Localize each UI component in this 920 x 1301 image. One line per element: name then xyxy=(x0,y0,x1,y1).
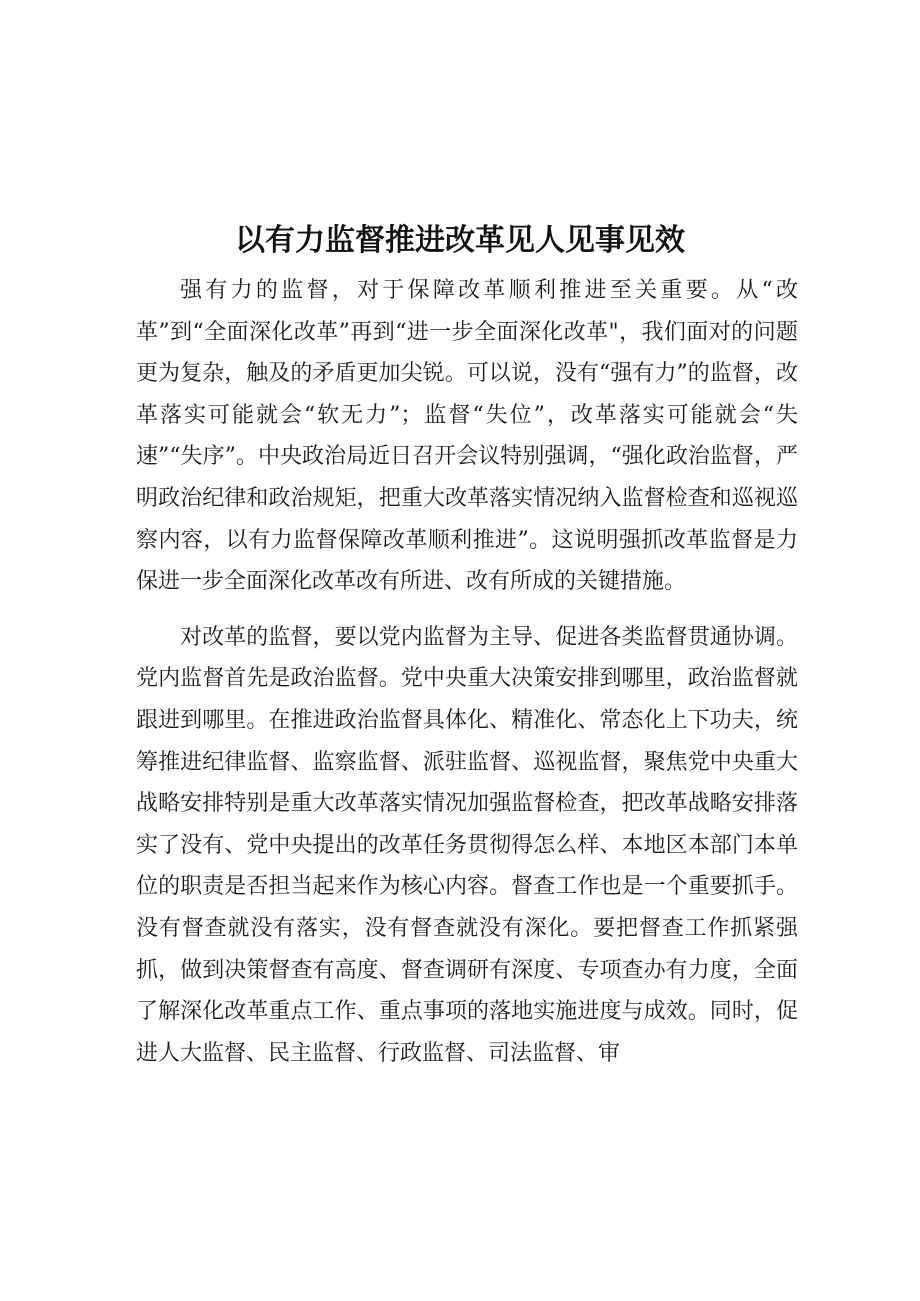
paragraph-2: 对改革的监督，要以党内监督为主导、促进各类监督贯通协调。党内监督首先是政治监督。党中央重大决策安排到哪里，政治监督就跟进到哪里。在推进政治监督具体化、精准化、常态化上下功夫，统筹推进纪律监督、监察监督、派驻监督、巡视监督，聚焦党中央重大战略安排特别是重大改革落实情况加强监督检查，把改革战略安排落实了没有、党中央提出的改革任务贯彻得怎么样、本地区本部门本单位的职责是否担当起来作为核心内容。督查工作也是一个重要抓手。没有督查就没有落实，没有督查就没有深化。要把督查工作抓紧强抓，做到决策督查有高度、督查调研有深度、专项查办有力度，全面了解深化改革重点工作、重点事项的落地实施进度与成效。同时，促进人大监督、民主监督、行政监督、司法监督、审 xyxy=(136,624,798,1066)
document-body xyxy=(136,270,798,1074)
document-title: 以有力监督推进改革见人见事见效 xyxy=(235,223,685,258)
paragraph-1: 强有力的监督，对于保障改革顺利推进至关重要。从“改革”到“全面深化改革”再到“进一步全面深化改革"，我们面对的问题更为复杂，触及的矛盾更加尖锐。可以说，没有“强有力”的监督，改革落实可能就会“软无力”；监督“失位”，改革落实可能就会“失速”“失序”。中央政治局近日召开会议特别强调，“强化政治监督，严明政治纪律和政治规矩，把重大改革落实情况纳入监督检查和巡视巡察内容，以有力监督保障改革顺利推进”。这说明强抓改革监督是力保进一步全面深化改革改有所进、改有所成的关键措施。 xyxy=(136,278,798,595)
